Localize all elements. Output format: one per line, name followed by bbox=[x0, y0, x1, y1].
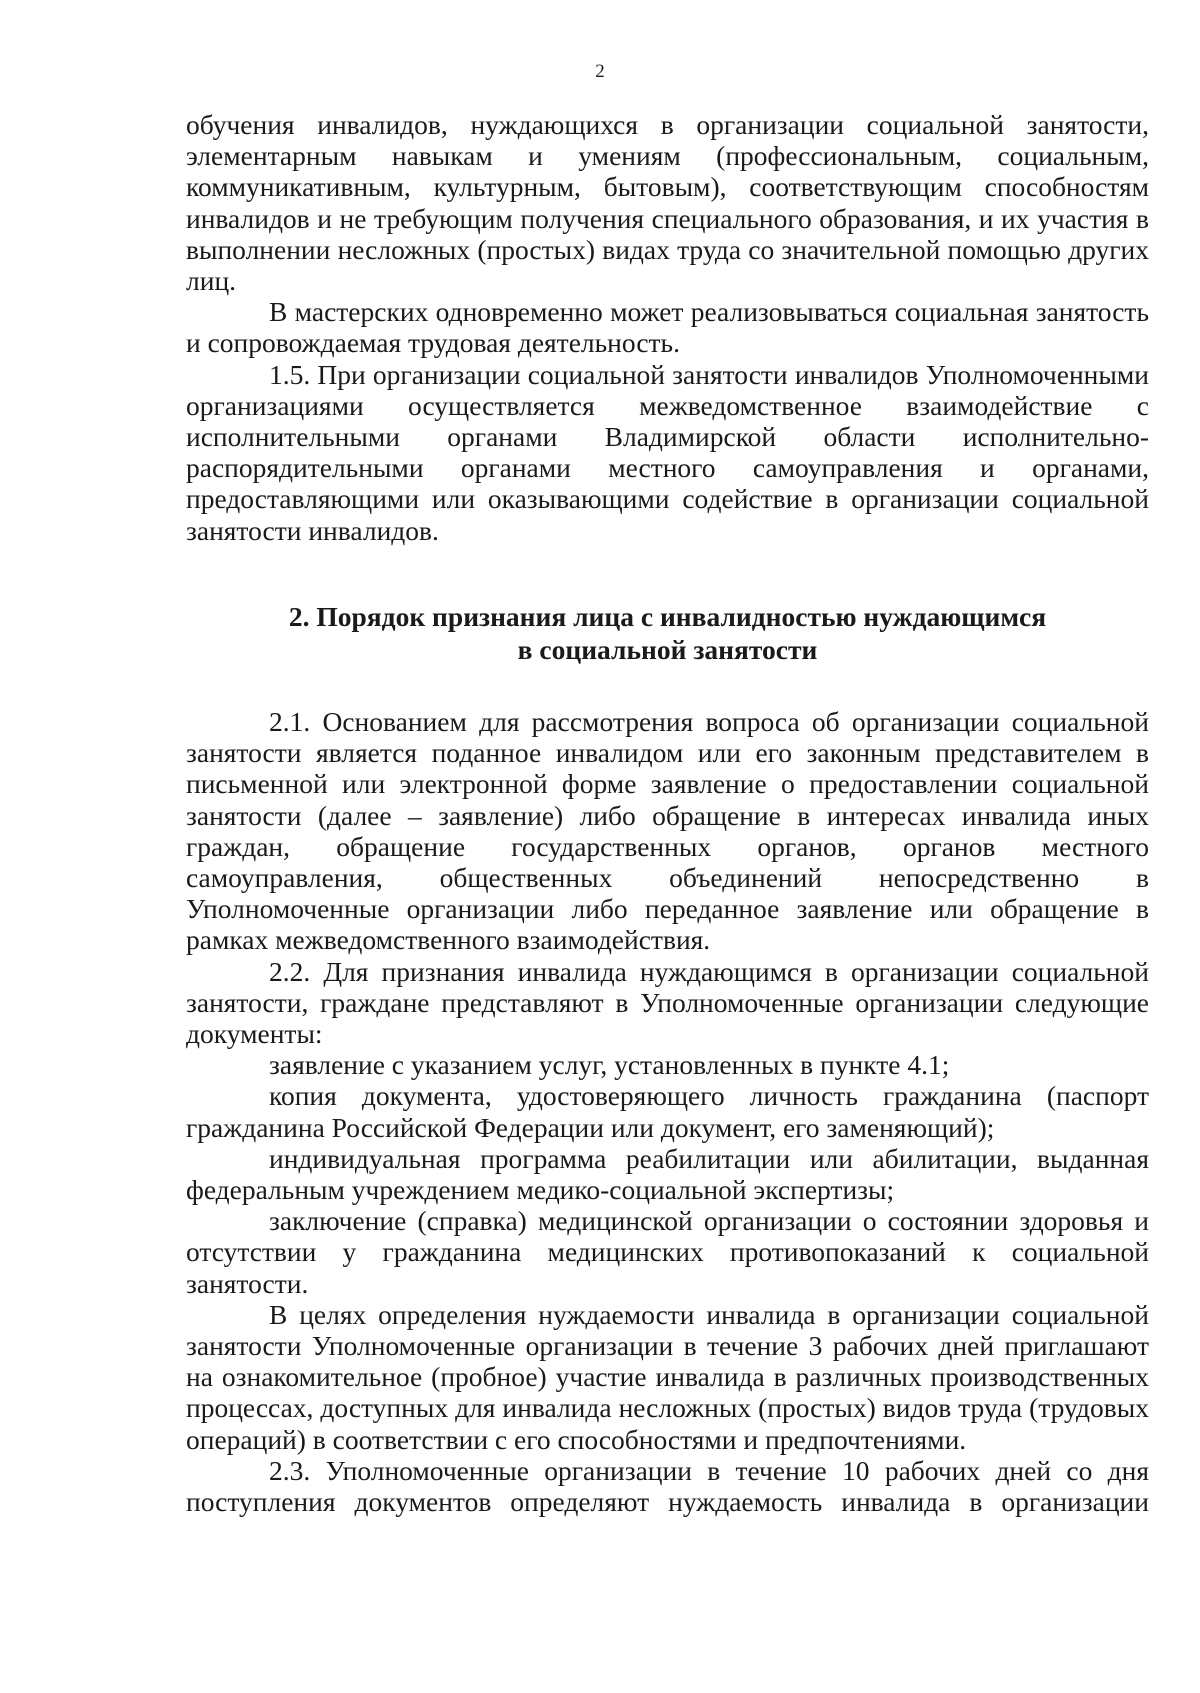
paragraph-2-3: 2.3. Уполномоченные организации в течение 10 рабочих дней со дня поступления документов определяют нуждаемость инвалида в организации bbox=[186, 1454, 1149, 1518]
list-item-medical-certificate: заключение (справка) медицинской организации о состоянии здоровья и отсутствии у гражданина медицинских противопоказаний к социальной занятости. bbox=[186, 1205, 1149, 1299]
paragraph-1-5: 1.5. При организации социальной занятости инвалидов Уполномоченными организациями осуществляется межведомственное взаимодействие с исполнительными органами Владимирской области исполнительно-распорядительными органами местного самоуправления и органами, предоставляющими или оказывающими содействие в организации социальной занятости инвалидов. bbox=[186, 358, 1149, 546]
paragraph-need-assessment: В целях определения нуждаемости инвалида в организации социальной занятости Уполномоченные организации в течение 3 рабочих дней приглашают на ознакомительное (пробное) участие инвалида в различных производственных процессах, доступных для инвалида несложных (простых) видов труда (трудовых операций) в соответствии с его способностями и предпочтениями. bbox=[186, 1298, 1149, 1455]
paragraph-2-1: 2.1. Основанием для рассмотрения вопроса об организации социальной занятости является поданное инвалидом или его законным представителем в письменной или электронной форме заявление о предоставлении социальной занятости (далее – заявление) либо обращение в интересах инвалида иных граждан, обращение государственных органов, органов местного самоуправления, общественных объединений непосредственно в Уполномоченные организации либо переданное заявление или обращение в рамках межведомственного взаимодействия. bbox=[186, 706, 1149, 956]
list-item-id-copy: копия документа, удостоверяющего личность гражданина (паспорт гражданина Российской Федерации или документ, его заменяющий); bbox=[186, 1080, 1149, 1143]
section-2-heading-line2: в социальной занятости bbox=[517, 634, 818, 665]
section-2-body bbox=[186, 706, 1149, 1517]
list-item-application: заявление с указанием услуг, установленных в пункте 4.1; bbox=[269, 1049, 950, 1081]
section-2-heading-line1: 2. Порядок признания лица с инвалидностью нуждающимся bbox=[288, 601, 1047, 632]
section-1-continuation bbox=[186, 109, 1149, 546]
paragraph-2-2: 2.2. Для признания инвалида нуждающимся в организации социальной занятости, граждане представляют в Уполномоченные организации следующие документы: bbox=[186, 955, 1149, 1050]
page-number: 2 bbox=[595, 61, 605, 82]
paragraph-workshops: В мастерских одновременно может реализовываться социальная занятость и сопровождаемая трудовая деятельность. bbox=[186, 296, 1149, 359]
paragraph-education-continuation: обучения инвалидов, нуждающихся в организации социальной занятости, элементарным навыкам и умениям (профессиональным, социальным, коммуникативным, культурным, бытовым), соответствующим способностям инвалидов и не требующим получения специального образования, и их участия в выполнении несложных (простых) видах труда со значительной помощью других лиц. bbox=[186, 109, 1149, 297]
list-item-rehab-program: индивидуальная программа реабилитации или абилитации, выданная федеральным учреждением медико-социальной экспертизы; bbox=[186, 1142, 1149, 1206]
section-2-heading bbox=[186, 600, 1149, 666]
